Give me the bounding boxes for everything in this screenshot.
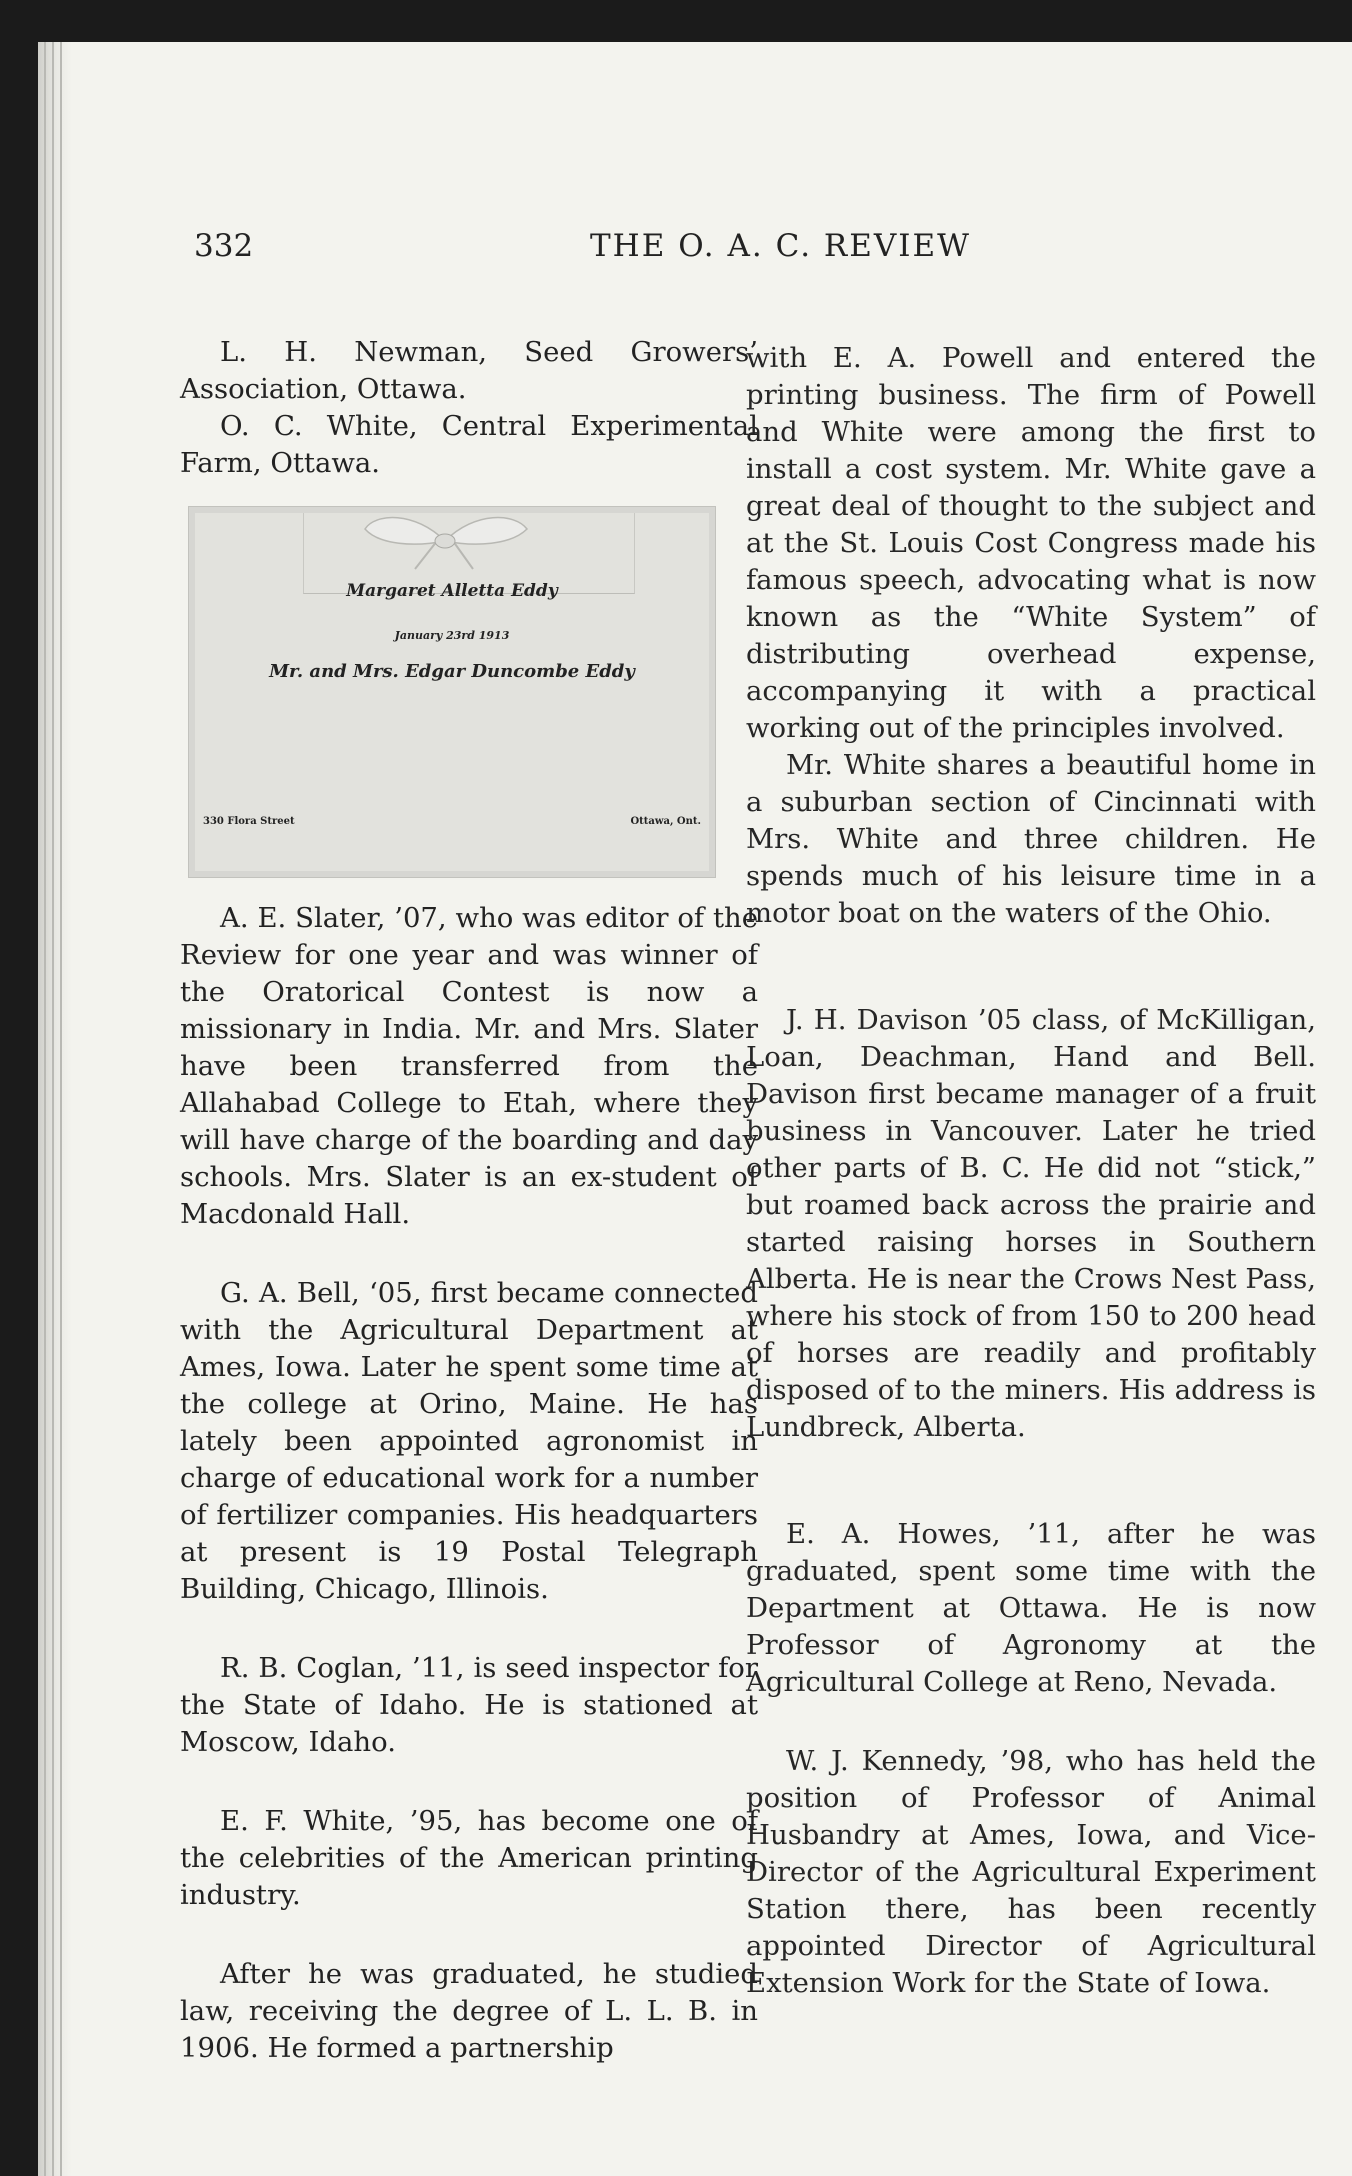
card-face [195, 513, 709, 871]
binding-line [44, 42, 46, 2176]
article-paragraph: G. A. Bell, ‘05, first became connected with the Agricultural Department at Ames, Iowa. Later he spent some time at the college at Orino, Maine. He has lately been appointed agronomist in charge of educational work for a number of fertilizer companies. His headquarters at present is 19 Postal Telegraph Building, Chicago, Illinois. [180, 1277, 758, 1605]
ribbon-bow-icon [345, 507, 545, 571]
list-item: L. H. Newman, Seed Growers’ Association, Ottawa. [180, 336, 758, 405]
binding-line [52, 42, 54, 2176]
article-paragraph: After he was graduated, he studied law, receiving the degree of L. L. B. in 1906. He formed a partnership [180, 1958, 758, 2064]
article-paragraph: E. A. Howes, ’11, after he was graduated, spent some time with the Department at Ottawa. He is now Professor of Agronomy at the Agricultural College at Reno, Nevada. [746, 1518, 1316, 1698]
article-paragraph: E. F. White, ’95, has become one of the celebrities of the American printing industry. [180, 1805, 758, 1911]
card-city: Ottawa, Ont. [630, 816, 701, 827]
binding-line [60, 42, 62, 2176]
left-column [180, 334, 758, 2067]
article-paragraph: with E. A. Powell and entered the printing business. The firm of Powell and White were among the first to install a cost system. Mr. White gave a great deal of thought to the subject and at the St. Louis Cost Congress made his famous speech, advocating what is now known as the “White System” of distributing overhead expense, accompanying it with a practical working out of the principles involved. [746, 342, 1316, 744]
article-paragraph: R. B. Coglan, ’11, is seed inspector for the State of Idaho. He is stationed at Moscow, Idaho. [180, 1652, 758, 1758]
article-paragraph: Mr. White shares a beautiful home in a suburban section of Cincinnati with Mrs. White and three children. He spends much of his leisure time in a motor boat on the waters of the Ohio. [746, 749, 1316, 929]
card-birth-date: January 23rd 1913 [394, 629, 510, 642]
page-binding-shadow [38, 42, 72, 2176]
book-page [38, 42, 1352, 2176]
journal-title: THE O. A. C. REVIEW [590, 228, 972, 264]
card-child-name: Margaret Alletta Eddy [346, 581, 558, 601]
page-number: 332 [194, 228, 254, 264]
right-column [746, 340, 1316, 2002]
birth-announcement-card [188, 506, 716, 878]
article-paragraph: J. H. Davison ’05 class, of McKilligan, Loan, Deachman, Hand and Bell. Davison first became manager of a fruit business in Vancouver. Later he tried other parts of B. C. He did not “stick,” but roamed back across the prairie and started raising horses in Southern Alberta. He is near the Crows Nest Pass, where his stock of from 150 to 200 head of horses are readily and profitably disposed of to the miners. His address is Lundbreck, Alberta. [746, 1004, 1316, 1443]
list-item: O. C. White, Central Experimental Farm, Ottawa. [180, 410, 758, 479]
card-parents-names: Mr. and Mrs. Edgar Duncombe Eddy [269, 661, 635, 682]
article-paragraph: A. E. Slater, ’07, who was editor of the Review for one year and was winner of the Oratorical Contest is now a missionary in India. Mr. and Mrs. Slater have been transferred from the Allahabad College to Etah, where they will have charge of the boarding and day schools. Mrs. Slater is an ex-student of Macdonald Hall. [180, 902, 758, 1230]
page-header [194, 228, 1344, 288]
article-paragraph: W. J. Kennedy, ’98, who has held the position of Professor of Animal Husbandry at Ames, Iowa, and Vice-Director of the Agricultural Experiment Station there, has been recently appointed Director of Agricultural Extension Work for the State of Iowa. [746, 1745, 1316, 1999]
card-street-address: 330 Flora Street [203, 816, 295, 827]
